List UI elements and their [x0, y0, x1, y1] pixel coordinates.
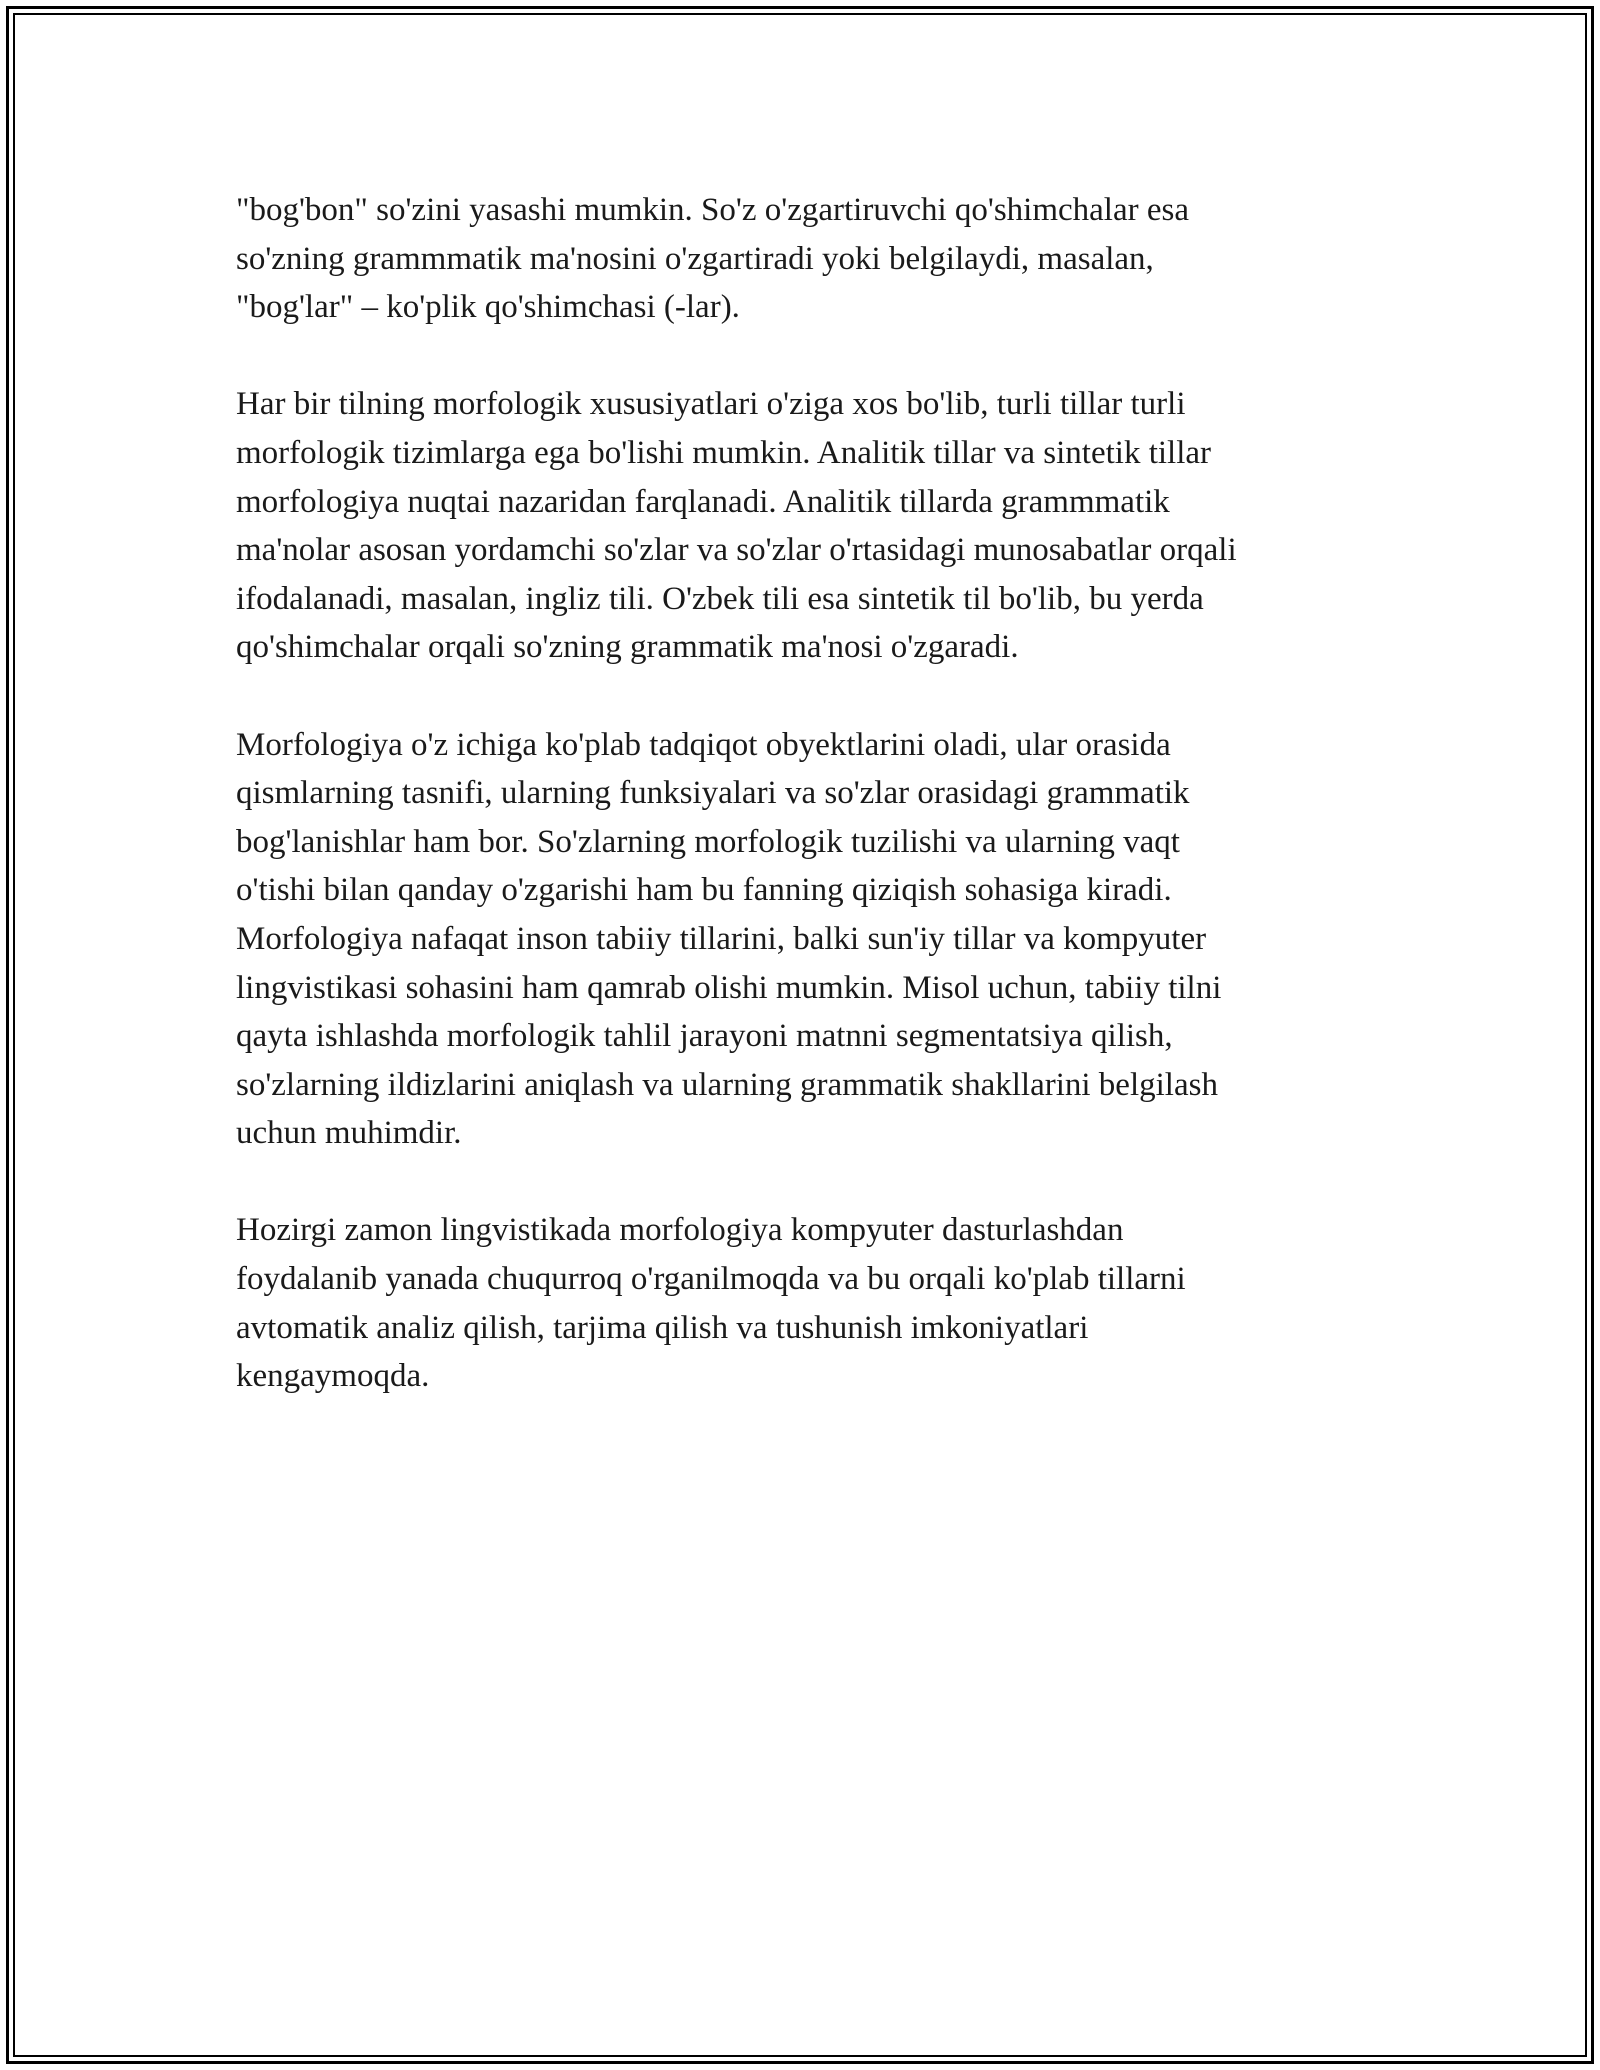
document-body [236, 186, 1366, 1449]
paragraph-4: Hozirgi zamon lingvistikada morfologiya kompyuter dasturlashdan foydalanib yanada chuqurroq o'rganilmoqda va bu orqali ko'plab tillarni avtomatik analiz qilish, tarjima qilish va tushunish imkoniyatlari kengaymoqda. [236, 1212, 1186, 1395]
paragraph-1: "bog'bon" so'zini yasashi mumkin. So'z o'zgartiruvchi qo'shimchalar esa so'zning grammmatik ma'nosini o'zgartiradi yoki belgilaydi, masalan, "bog'lar" – ko'plik qo'shimchasi (-lar). [236, 192, 1189, 326]
paragraph-2: Har bir tilning morfologik xususiyatlari o'ziga xos bo'lib, turli tillar turli morfologik tizimlarga ega bo'lishi mumkin. Analitik tillar va sintetik tillar morfologiya nuqtai nazaridan farqlanadi. Analitik tillarda grammmatik ma'nolar asosan yordamchi so'zlar va so'zlar o'rtasidagi munosabatlar orqali ifodalanadi, masalan, ingliz tili. O'zbek tili esa sintetik til bo'lib, bu yerda qo'shimchalar orqali so'zning grammatik ma'nosi o'zgaradi. [236, 386, 1237, 666]
paragraph-3: Morfologiya o'z ichiga ko'plab tadqiqot obyektlarini oladi, ular orasida qismlarning tasnifi, ularning funksiyalari va so'zlar orasidagi grammatik bog'lanishlar ham bor. So'zlarning morfologik tuzilishi va ularning vaqt o'tishi bilan qanday o'zgarishi ham bu fanning qiziqish sohasiga kiradi. Morfologiya nafaqat inson tabiiy tillarini, balki sun'iy tillar va kompyuter lingvistikasi sohasini ham qamrab olishi mumkin. Misol uchun, tabiiy tilni qayta ishlashda morfologik tahlil jarayoni matnni segmentatsiya qilish, so'zlarning ildizlarini aniqlash va ularning grammatik shakllarini belgilash uchun muhimdir. [236, 726, 1222, 1152]
